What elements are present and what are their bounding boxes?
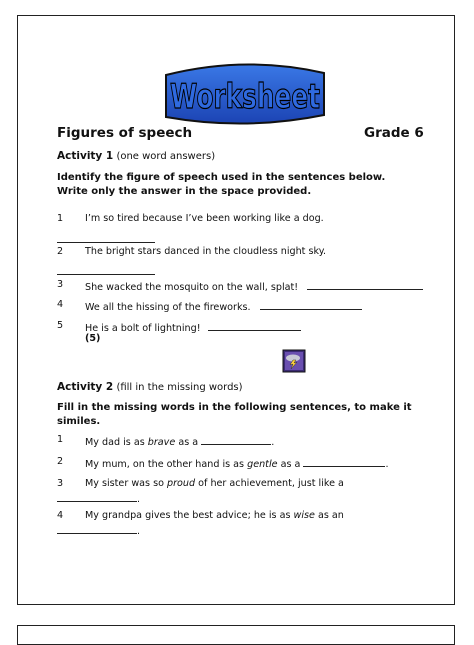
activity-1-question-4	[57, 299, 362, 313]
question-end: .	[271, 437, 275, 448]
marks-label: (5)	[85, 333, 101, 344]
svg-text:Worksheet: Worksheet	[170, 77, 320, 117]
question-text-middle: as a	[175, 437, 199, 448]
activity-1-label: Activity 1	[57, 150, 114, 162]
question-end: .	[137, 526, 141, 537]
activity-1-question-3	[57, 279, 423, 293]
lightning-storm-icon	[283, 350, 305, 376]
question-number: 1	[57, 213, 64, 224]
answer-blank[interactable]	[57, 264, 155, 275]
emphasized-word: brave	[147, 437, 176, 448]
emphasized-word: proud	[167, 478, 196, 489]
question-number: 4	[57, 510, 64, 521]
answer-blank[interactable]	[303, 456, 385, 467]
activity-2-question-2	[57, 456, 389, 470]
question-text-middle: as an	[314, 510, 344, 521]
activity-1-note: (one word answers)	[116, 151, 216, 162]
page-title: Figures of speech	[57, 125, 193, 141]
activity-2-note: (fill in the missing words)	[116, 382, 243, 393]
question-text: He is a bolt of lightning!	[85, 323, 201, 334]
activity-1-heading	[57, 150, 215, 162]
activity-1-question-2	[57, 246, 326, 257]
question-text: I’m so tired because I’ve been working like a dog.	[85, 213, 324, 224]
question-number: 3	[57, 478, 64, 489]
activity-2-label: Activity 2	[57, 381, 114, 393]
next-page-border	[17, 625, 455, 645]
question-number: 1	[57, 434, 64, 445]
question-text: We all the hissing of the fireworks.	[85, 302, 251, 313]
activity-2-question-3	[57, 478, 344, 489]
activity-2-heading	[57, 381, 243, 393]
worksheet-logo	[164, 59, 326, 133]
question-number: 4	[57, 299, 64, 310]
question-text: She wacked the mosquito on the wall, splat!	[85, 282, 299, 293]
answer-blank[interactable]	[307, 279, 423, 290]
question-text-start: My sister was so	[85, 478, 168, 489]
question-text-middle: as a	[277, 459, 301, 470]
answer-blank[interactable]	[208, 320, 301, 331]
question-text: The bright stars danced in the cloudless night sky.	[85, 246, 327, 257]
activity-1-question-5	[57, 320, 301, 334]
question-text-start: My grandpa gives the best advice; he is as	[85, 510, 294, 521]
answer-blank[interactable]	[201, 434, 271, 445]
worksheet-page	[17, 15, 455, 605]
question-text-start: My mum, on the other hand is as	[85, 459, 248, 470]
question-text-middle: of her achievement, just like a	[195, 478, 344, 489]
answer-blank[interactable]	[57, 232, 155, 243]
question-end: .	[385, 459, 389, 470]
activity-1-question-1	[57, 213, 324, 224]
emphasized-word: wise	[293, 510, 315, 521]
answer-blank[interactable]	[57, 491, 137, 502]
question-number: 2	[57, 456, 64, 467]
question-number: 3	[57, 279, 64, 290]
question-end: .	[137, 494, 141, 505]
activity-2-question-4	[57, 510, 344, 521]
question-number: 5	[57, 320, 64, 331]
emphasized-word: gentle	[247, 459, 278, 470]
answer-blank[interactable]	[57, 523, 137, 534]
activity-2-question-1	[57, 434, 274, 448]
question-number: 2	[57, 246, 64, 257]
answer-blank[interactable]	[260, 299, 362, 310]
grade-label: Grade 6	[364, 125, 424, 141]
activity-2-instructions: Fill in the missing words in the following sentences, to make it similes.	[57, 402, 412, 427]
activity-1-instructions: Identify the figure of speech used in the sentences below. Write only the answer in the space provided.	[57, 172, 386, 197]
question-text-start: My dad is as	[85, 437, 148, 448]
